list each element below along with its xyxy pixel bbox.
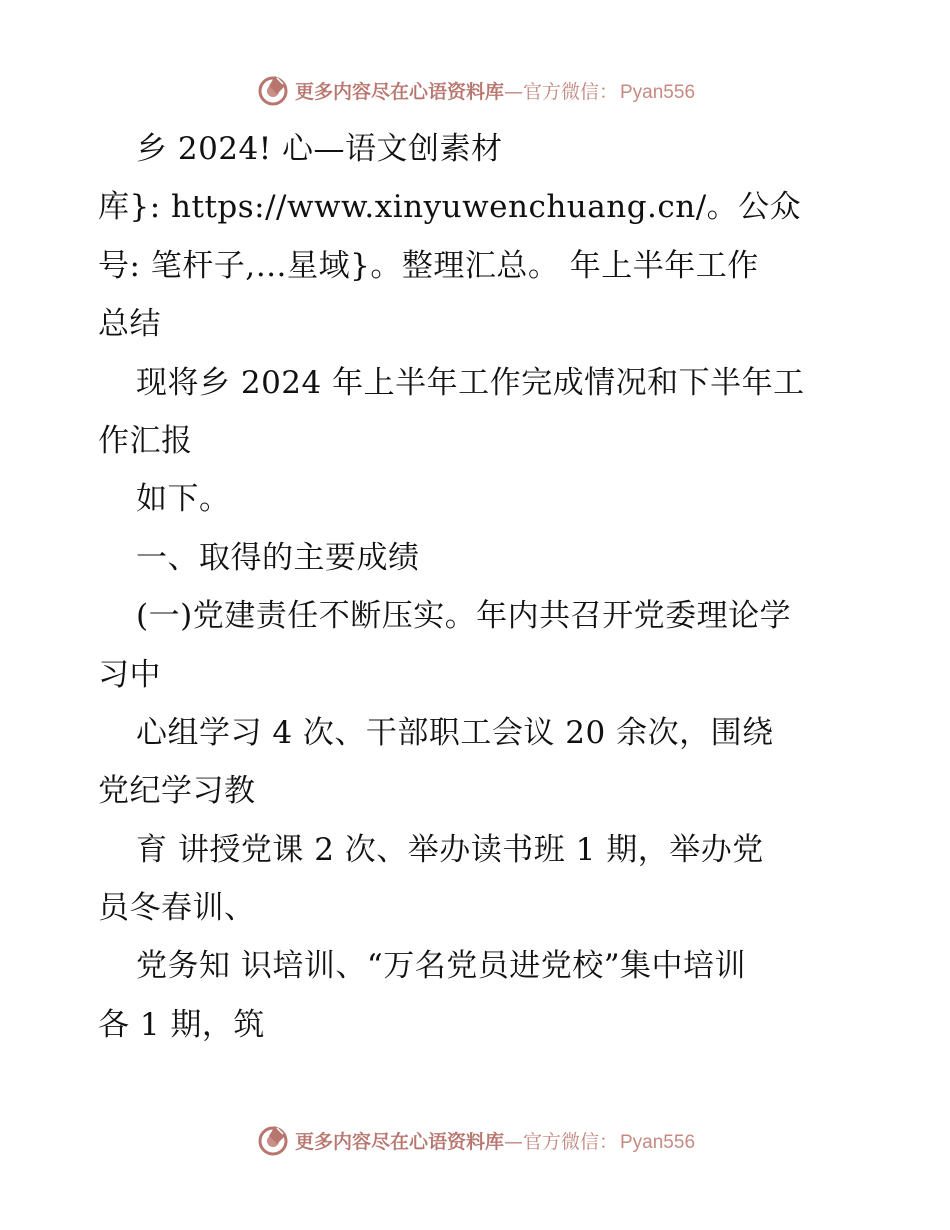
pen-seal-icon — [255, 1122, 291, 1158]
watermark-wechat-id: Pyan556 — [620, 1131, 696, 1153]
text-line: (一)党建责任不断压实。年内共召开党委理论学 — [136, 598, 792, 635]
text-line: 号: 笔杆子,…星域}。整理汇总。 年上半年工作 — [98, 247, 759, 284]
watermark-side: —官方微信： — [503, 1130, 618, 1153]
watermark-main: 更多内容尽在心语资料库 — [294, 80, 504, 103]
text-line: 如下。 — [136, 481, 231, 518]
header-watermark — [0, 70, 950, 110]
watermark-text — [295, 1127, 695, 1154]
text-line: 习中 — [98, 656, 161, 693]
text-line: 乡 2024! 心—语文创素材 — [136, 131, 503, 167]
text-line: 一、取得的主要成绩 — [136, 539, 420, 576]
text-line: 各 1 期，筑 — [98, 1006, 265, 1043]
text-line: 现将乡 2024 年上半年工作完成情况和下半年工 — [136, 364, 805, 401]
pen-seal-icon — [255, 72, 291, 108]
text-line: 员冬春训、 — [98, 890, 256, 927]
text-line: 库}: https://www.xinyuwenchuang.cn/。公众 — [98, 189, 802, 226]
text-line: 心组学习 4 次、干部职工会议 20 余次，围绕 — [136, 714, 774, 751]
watermark-side: —官方微信： — [503, 80, 618, 103]
text-line: 党纪学习教 — [98, 773, 256, 810]
document-body — [98, 120, 858, 1054]
text-line: 总结 — [98, 306, 161, 343]
text-line: 作汇报 — [98, 422, 193, 459]
text-line: 育 讲授党课 2 次、举办读书班 1 期，举办党 — [136, 831, 764, 868]
watermark-main: 更多内容尽在心语资料库 — [294, 1130, 504, 1153]
watermark-wechat-id: Pyan556 — [620, 81, 696, 103]
text-line: 党务知 识培训、“万名党员进党校”集中培训 — [136, 948, 747, 985]
footer-watermark — [0, 1120, 950, 1160]
watermark-text — [295, 77, 695, 104]
